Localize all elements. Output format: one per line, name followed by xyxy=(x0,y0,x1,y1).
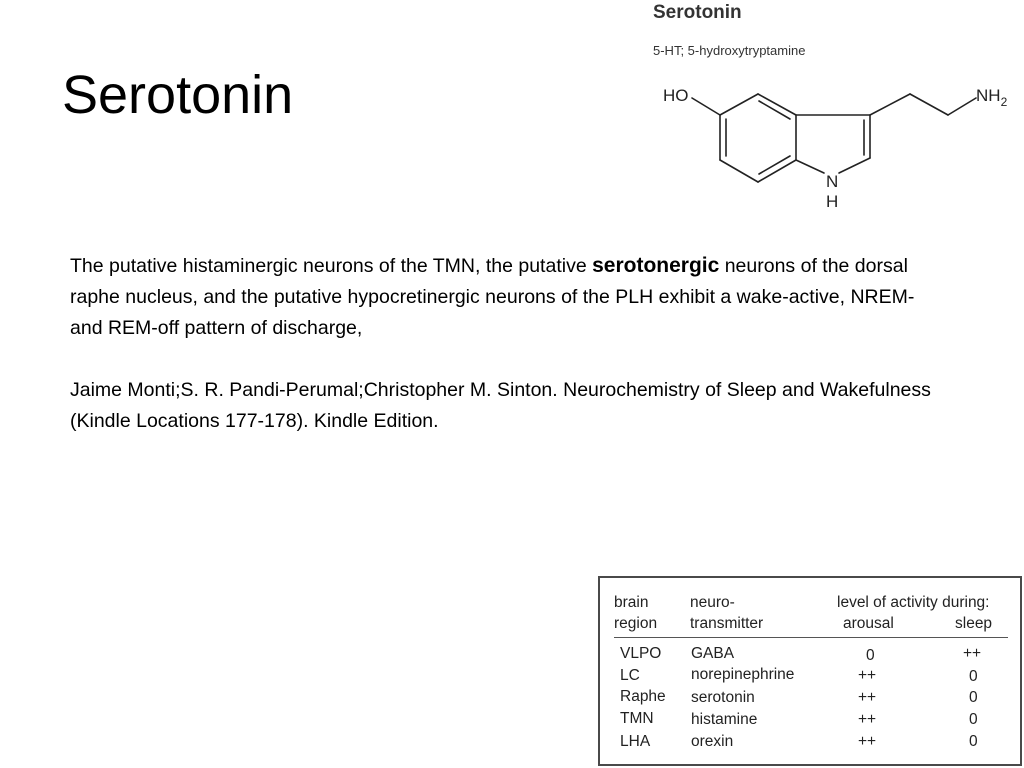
bond xyxy=(948,98,976,115)
header-sleep: sleep xyxy=(955,615,993,632)
bond xyxy=(839,158,870,173)
quote-text-end: neurons of the dorsal raphe nucleus, and the putative hypocretinergic neurons of the PLH exhibit a wake-active, NREM- and REM-off pattern of discharge, xyxy=(70,255,915,339)
quote-emphasis: serotonergic xyxy=(592,254,720,277)
table-cell: 0 xyxy=(969,711,978,728)
ring-nitrogen-label: N xyxy=(826,172,839,191)
table-cell: LC xyxy=(620,667,640,684)
header-brain: brain xyxy=(614,594,649,611)
quote-text-start: The putative histaminergic neurons of the TMN, the putative xyxy=(70,255,593,277)
slide-title: Serotonin xyxy=(62,65,294,125)
table-cell: TMN xyxy=(620,710,654,727)
table-cell: norepinephrine xyxy=(691,666,795,683)
table-cell: ++ xyxy=(858,667,877,684)
hydroxyl-label: HO xyxy=(663,86,689,105)
table-cell: Raphe xyxy=(620,688,666,705)
amine-label: $NH_2$ xyxy=(976,86,1008,109)
table-cell: ++ xyxy=(858,689,877,706)
bond xyxy=(720,94,758,115)
table-cell: orexin xyxy=(691,733,734,750)
molecule-synonyms: 5-HT; 5-hydroxytryptamine xyxy=(653,43,806,58)
table-cell: ++ xyxy=(858,733,877,750)
quote-paragraph xyxy=(70,250,940,344)
table-cell: serotonin xyxy=(691,689,755,706)
table-cell: 0 xyxy=(866,647,875,664)
body-text xyxy=(70,250,940,437)
ring-hydrogen-label: H xyxy=(826,192,839,211)
header-transmitter: transmitter xyxy=(690,615,764,632)
bond xyxy=(870,94,910,115)
table-cell: 0 xyxy=(969,668,978,685)
header-neuro: neuro- xyxy=(690,594,735,611)
bond xyxy=(720,160,758,182)
header-arousal: arousal xyxy=(843,615,894,632)
table-cell: 0 xyxy=(969,733,978,750)
header-divider xyxy=(614,637,1008,638)
table-cell: ++ xyxy=(963,645,982,662)
table-cell: LHA xyxy=(620,733,651,750)
bond xyxy=(796,160,824,173)
table-cell: GABA xyxy=(691,645,735,662)
bond xyxy=(692,98,720,115)
table-cell: ++ xyxy=(858,711,877,728)
table-cell: VLPO xyxy=(620,645,662,662)
header-activity-group: level of activity during: xyxy=(837,594,990,611)
bond xyxy=(910,94,948,115)
header-region: region xyxy=(614,615,658,632)
table-cell: histamine xyxy=(691,711,758,728)
table-cell: 0 xyxy=(969,689,978,706)
citation: Jaime Monti;S. R. Pandi-Perumal;Christopher M. Sinton. Neurochemistry of Sleep and Wakefulness (Kindle Locations 177-178). Kindle Edition. xyxy=(70,379,931,432)
serotonin-structure-diagram xyxy=(650,70,1024,215)
activity-table xyxy=(598,576,1022,766)
molecule-name: Serotonin xyxy=(653,2,742,23)
double-bond xyxy=(759,156,790,174)
